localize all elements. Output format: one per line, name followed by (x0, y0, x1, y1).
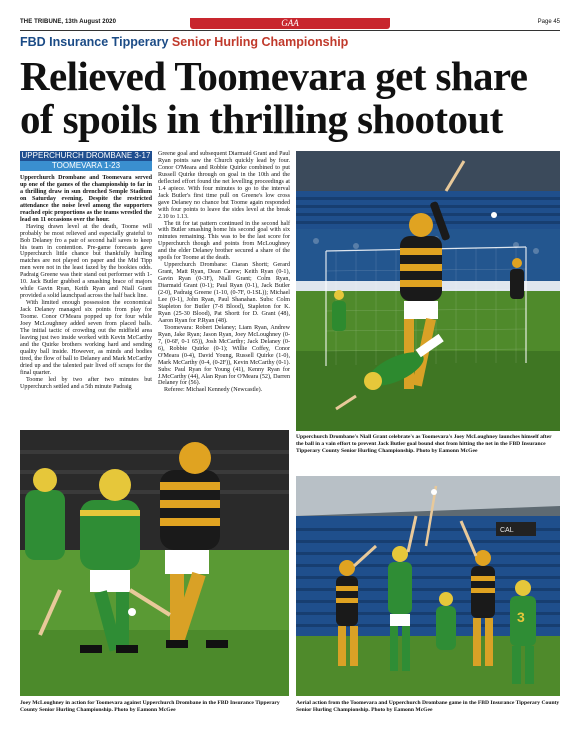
photo-goal-celebration (296, 151, 560, 431)
score-away: TOOMEVARA 1-23 (20, 161, 152, 171)
section-tab-gaa[interactable]: GAA (190, 18, 390, 29)
kicker-competition: Senior Hurling Championship (171, 35, 349, 49)
caption-mcloughney-action: Joey McLoughney in action for Toomevara against Upperchurch Drombane in the FBD Insurance Tipperary County Senior Hurling Championship. Photo by Eamonn McGee (20, 700, 280, 713)
article-paragraph: Having drawn level at the death, Toome will probably be most relieved and especially grateful to Bob Delaney fro a pair of second half saves to keep his team in contention. Pre-game forecasts gave Upperchurch little chance but thankfully hurling matches are not played on paper and the Mid Tipp men were not in the least fazed by the bookies odds. Padraig Greene was their stand out performer with 1-10. Jack Butler grabbed a smashing brace of majors while Gavin Ryan, Keith Ryan and Niall Grant provided a solid launchpad across the half back line. (20, 223, 152, 300)
referee-line: Referee: Michael Kennedy (Newcastle). (164, 387, 263, 394)
photo-aerial-action (296, 476, 560, 696)
article-paragraph: Greene goal and subsequent Diarmaid Grant and Paul Ryan points saw the Church quickly lead by four. Conor O'Meara and Robbie Quirke combined to put Russell Quirke through on goal in the 10th and the deflected effort found the net levelling proceedings at 1.4 apiece. With four minutes to go to the interval Jack Butler's first time pull on Greene's low cross gave Delaney no chance but Toome again responded with four points to leave the sides level at the break 2.10 to 1.13. (158, 151, 290, 220)
masthead-rule (20, 30, 560, 31)
page-number: Page 45 (537, 19, 560, 25)
competition-kicker (20, 35, 348, 49)
jersey-number: 3 (517, 609, 525, 625)
article-column-2 (158, 151, 290, 394)
article-column-1 (20, 175, 152, 391)
kicker-sponsor: FBD Insurance Tipperary (20, 35, 169, 49)
score-home: UPPERCHURCH DROMBANE 3-17 (21, 151, 151, 160)
headline: Relieved Toomevara get share of spoils in thrilling shootout (20, 53, 528, 142)
masthead (20, 18, 560, 29)
team-list-upperchurch: Upperchurch Drombane: Ciaran Shortt; Gerard Grant, Matt Ryan, Dean Carew; Keith Ryan (0-1), Gavin Ryan (0-3F), Niall Grant; Colm Ryan, Diarmaid Grant (0-1); Paul Ryan (0-1), Jack Butler (2-0), Padraig Greene (1-10, (0-7F, 0-1SL)); Michael Lee (0-1), John Ryan, Paul Shanahan. Subs: Colm Stapleton for Butler (7-8 Blood), Stapleton for K. Ryan (25-30 Blood), Pat Shortt for D. Grant (48), Aaron Ryan for P.Ryan (48). (158, 262, 290, 324)
team-list-toomevara: Toomevara: Robert Delaney; Liam Ryan, Andrew Ryan, Jake Ryan; Jason Ryan, Joey McLoughney (0-7, (0-6F, 0-1 65)), Josh McCarthy; Jack Delaney (0-6), Robbie Quirke (0-1); Willie Coffey, Conor O'Meara (0-4), David Young, Russell Quirke (1-0), Mark McCarthy (0-4, (0-2F)), Kevin McCarthy (0-1). Subs: Paul Ryan for Young (41), Kenny Ryan for J.McCarthy (44), Alan Ryan for O'Meara (52), Darren Delaney for (56). (158, 324, 290, 387)
masthead-date: THE TRIBUNE, 13th August 2020 (20, 19, 117, 25)
scoreboard-text: CAL (500, 527, 514, 534)
article-paragraph: Toome led by two after two minutes but Upperchurch settled and a 5th minute Padraig (20, 376, 152, 390)
score-box (20, 151, 152, 171)
photo-mcloughney-action (20, 430, 289, 696)
caption-goal-celebration: Upperchurch Drombane's Niall Grant celebrate's as Toomevara's Joey McLoughney launches himself after the ball in a vain effort to prevent Jack Butler goal bound shot from hitting the net in the FBD Insurance Tipperary County Senior Hurling Championship. Photo by Eamonn McGee (296, 434, 552, 454)
article-lead: Upperchurch Drombane and Toomevara served up one of the games of the championship to far in a thrilling draw in sun drenched Semple Stadium on Saturday evening. Despite the restricted attendance the noise level among the supporters reached epic proportions as the teams wrestled the lead on 11 occasions over the hour. (20, 175, 152, 223)
article-paragraph: With limited enough possession the economical Jack Delaney managed six points from play for Toome. Conor O'Meara popped up for four while Joey McLoughney added seven from placed balls. The initial tactic of crowding out the midfield area leaving just two inside worked with Kevin McCarthy and the Quirke brothers working hard and sending quality ball inside. However, as minds and bodies tired, the flow of ball to Delaney and Mark McCarthy dried up and the talented pair lived off scraps for the final quarter. (20, 300, 152, 376)
caption-aerial-action: Aerial action from the Toomevara and Upperchurch Drombane game in the FBD Insurance Tipperary County Senior Hurling Championship. Photo by Eamonn McGee (296, 700, 560, 713)
article-paragraph: The tit for tat pattern continued in the second half with Butler smashing home his second goal with six minutes remaining. This was to be the last score for Upperchurch though and points from McLoughney and the elder Delaney brother secured a share of the spoils for Toome at the death. (158, 220, 290, 262)
